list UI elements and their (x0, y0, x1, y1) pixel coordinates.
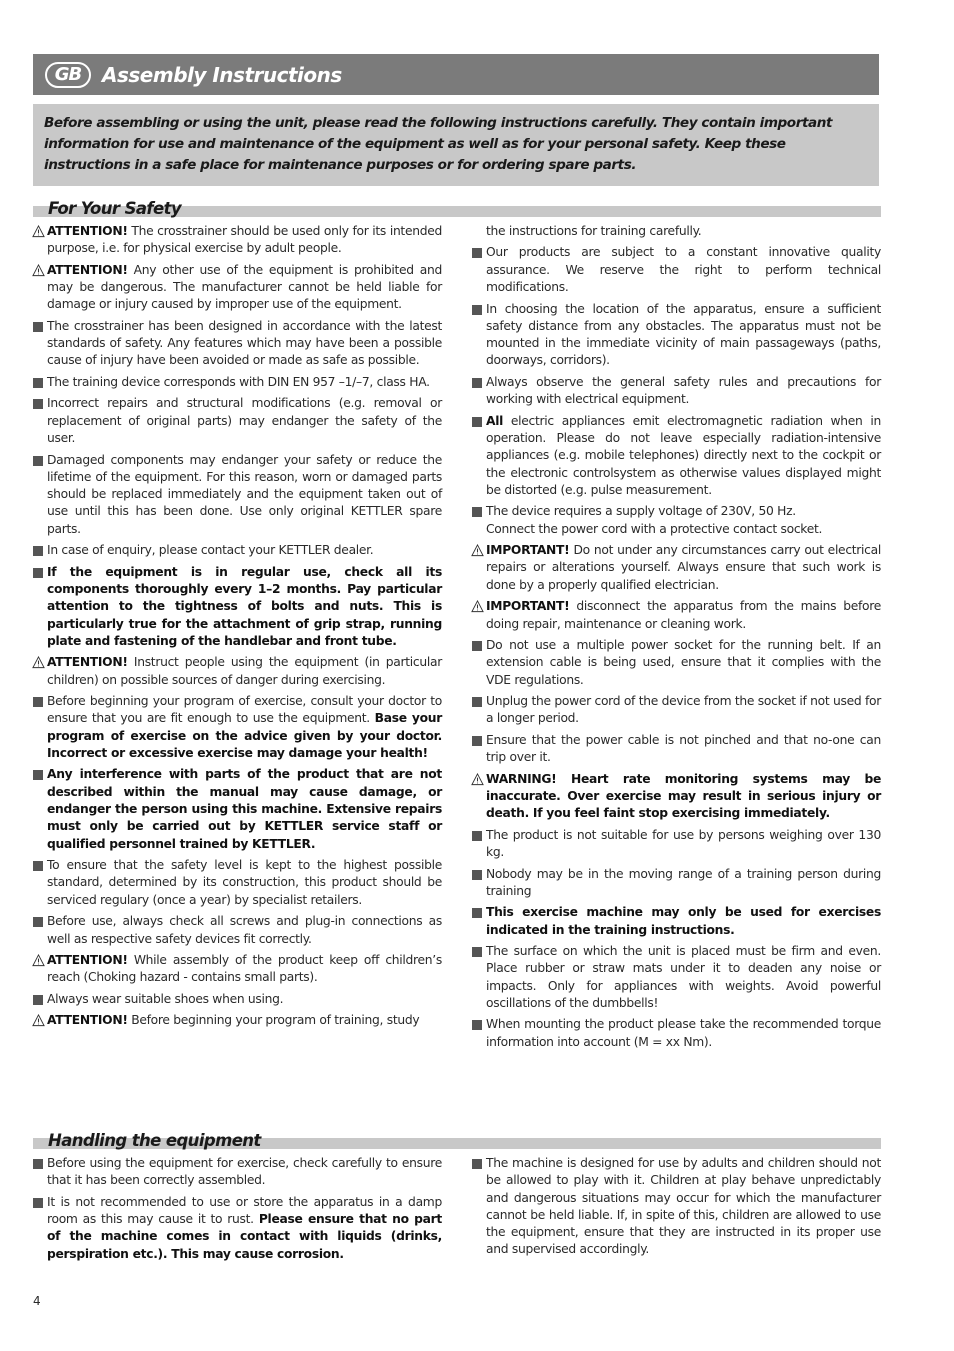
list-item (33, 374, 442, 391)
list-item (33, 542, 442, 559)
item-text: Any other use of the equipment is prohibited and may be dangerous. The manufacturer cannot be held liable for damage or injury caused by improper use of the equipment. (47, 262, 442, 312)
square-bullet-icon (33, 770, 43, 780)
item-text: In choosing the location of the apparatus, ensure a sufficient safety distance from any obstacles. The apparatus must not be mounted in the immediate vicinity of main passageways (paths, doorways, corridors). (486, 301, 881, 368)
warning-icon (32, 225, 45, 238)
item-text: While assembly of the product keep off children’s reach (Choking hazard - contains small parts). (47, 953, 442, 985)
list-item (472, 732, 881, 767)
list-item (33, 766, 442, 852)
item-bold-lead: ATTENTION! (47, 1013, 128, 1028)
list-item (33, 564, 442, 650)
square-bullet-icon (472, 417, 482, 427)
list-item (472, 827, 881, 862)
list-item (33, 395, 442, 447)
list-item (472, 693, 881, 728)
item-bold-lead: IMPORTANT! (486, 543, 570, 558)
square-bullet-icon (472, 908, 482, 918)
item-text: The crosstrainer should be used only for its intended purpose, i.e. for physical exercise by adult people. (47, 224, 442, 256)
warning-icon (471, 544, 484, 557)
item-text: Always observe the general safety rules and precautions for working with electrical equipment. (486, 374, 881, 407)
list-item (472, 413, 881, 499)
item-text: disconnect the apparatus from the mains before doing repair, maintenance or cleaning work. (486, 599, 881, 631)
warning-icon (471, 773, 484, 786)
section-heading-label: For Your Safety (48, 199, 182, 218)
item-text: Damaged components may endanger your safety or reduce the lifetime of the equipment. For this reason, worn or damaged parts should be replaced immediately and the equipment taken out of use until this has been done. Use only original KETTLER spare parts. (47, 452, 442, 536)
square-bullet-icon (33, 378, 43, 388)
square-bullet-icon (472, 736, 482, 746)
list-item (472, 598, 881, 633)
warning-icon (32, 1014, 45, 1027)
list-item (33, 913, 442, 948)
item-text: It is not recommended to use or store the apparatus in a damp room as this may cause it to rust. (47, 1194, 442, 1227)
item-text: To ensure that the safety level is kept to the highest possible standard, determined by its construction, this product should be serviced regulary (once a year) by specialist retailers. (47, 858, 442, 907)
square-bullet-icon (33, 697, 43, 707)
item-text-line2: Connect the power cord with a protective contact socket. (486, 521, 823, 536)
item-text: Before using the equipment for exercise, check carefully to ensure that it has been correctly assembled. (47, 1156, 442, 1188)
item-bold-tail: Base your program of exercise on the advice given by your doctor. Incorrect or excessive exercise may damage your health! (47, 711, 443, 760)
item-bold-text: Any interference with parts of the product that are not described within the manual may cause damage, or endanger the person using this machine. Extensive repairs must only be carried out by KETTLER service staff or qualified personnel trained by KETTLER. (47, 767, 442, 851)
item-text: The training device corresponds with DIN EN 957 –1/–7, class HA. (47, 374, 430, 389)
item-text: The product is not suitable for use by persons weighing over 130 kg. (486, 827, 881, 860)
warning-icon (32, 954, 45, 967)
item-text: Do not under any circumstances carry out electrical repairs or alterations yourself. Always ensure that such work is done by a properly qualified electrician. (486, 543, 881, 592)
section-heading-label: Handling the equipment (48, 1131, 261, 1150)
list-item (472, 244, 881, 296)
list-item (33, 654, 442, 689)
item-bold-lead: ATTENTION! (47, 655, 128, 670)
square-bullet-icon (472, 831, 482, 841)
item-bold-lead: ATTENTION! (47, 953, 128, 968)
list-item (33, 452, 442, 538)
item-bold-lead: ATTENTION! (47, 224, 128, 238)
list-item (472, 503, 881, 538)
item-text: Before use, always check all screws and plug-in connections as well as respective safety devices fit correctly. (47, 914, 442, 946)
list-item (33, 318, 442, 370)
item-bold-lead: WARNING! (486, 771, 557, 786)
item-text: Do not use a multiple power socket for the running belt. If an extension cable is being used, ensure that it complies with the VDE regulations. (486, 638, 881, 687)
list-item (33, 1155, 442, 1190)
item-text: Before beginning your program of training, study (127, 1013, 420, 1028)
list-item (472, 374, 881, 409)
list-item (472, 771, 881, 823)
square-bullet-icon (33, 568, 43, 578)
item-bold-text: If the equipment is in regular use, check all its components thoroughly every 1–2 months. Pay particular attention to the tightness of bolts and nuts. This is particularly true for the attachment of grip strap, running plate and fastening of the handlebar and front tube. (47, 564, 442, 648)
square-bullet-icon (33, 917, 43, 927)
item-bold-tail: Heart rate monitoring systems may be inaccurate. Over exercise may result in serious injury or death. If you feel faint stop exercising immediately. (486, 771, 881, 821)
list-item (472, 301, 881, 370)
item-bold-tail: Please ensure that no part of the machine comes in contact with liquids (drinks, perspiration etc.). This may cause corrosion. (47, 1212, 442, 1261)
title-bar (33, 54, 879, 95)
page-title: Assembly Instructions (102, 62, 342, 87)
square-bullet-icon (33, 399, 43, 409)
section-heading-safety (33, 195, 881, 217)
section-heading-handling (33, 1127, 881, 1149)
page-number: 4 (33, 1294, 41, 1308)
square-bullet-icon (472, 870, 482, 880)
item-bold-lead: All (486, 413, 504, 428)
square-bullet-icon (472, 1020, 482, 1030)
list-item (472, 1016, 881, 1051)
list-item (33, 1194, 442, 1263)
square-bullet-icon (472, 248, 482, 258)
item-text: When mounting the product please take the recommended torque information into account (M = xx Nm). (486, 1017, 881, 1049)
item-bold-lead: ATTENTION! (47, 262, 128, 277)
list-item (472, 943, 881, 1012)
item-text: Our products are subject to a constant innovative quality assurance. We reserve the right to perform technical modifications. (486, 245, 881, 295)
item-text: Ensure that the power cable is not pinched and that no-one can trip over it. (486, 732, 881, 765)
square-bullet-icon (472, 507, 482, 517)
list-item (472, 637, 881, 689)
item-text: The crosstrainer has been designed in accordance with the latest standards of safety. Any features which may have been a possible cause of injury have been avoided or made as safe as possible. (47, 318, 442, 368)
list-item (472, 1155, 881, 1259)
item-text: The device requires a supply voltage of 230V, 50 Hz. (486, 504, 796, 519)
list-item (33, 952, 442, 987)
warning-icon (32, 656, 45, 669)
item-text: electric appliances emit electromagnetic radiation when in operation. Please do not leave especially radiation-intensive appliances (e.g. mobile telephones) directly next to the cockpit or the electronic controlsystem as otherwise values displayed might be distorted (e.g. pulse measurement. (486, 413, 881, 497)
item-text: The surface on which the unit is placed must be firm and even. Place rubber or straw mats under it to deaden any noise or impacts. Only for appliances with weights. Avoid powerful oscillations of the dumbbells! (486, 944, 881, 1010)
list-item (33, 1012, 442, 1029)
item-text: The machine is designed for use by adults and children should not be allowed to play with it. Children at play behave unpredictably and dangerous situations may occur for which the manufacturer cannot be held liable. If, in spite of this, children are allowed to use the equipment, ensure that they are instructed in its proper use and supervised accordingly. (486, 1156, 881, 1257)
square-bullet-icon (472, 378, 482, 388)
square-bullet-icon (472, 1159, 482, 1169)
list-item (472, 904, 881, 939)
item-text: Instruct people using the equipment (in particular children) on possible sources of danger during exercising. (47, 655, 442, 687)
handling-left-column (33, 1155, 442, 1267)
square-bullet-icon (472, 305, 482, 315)
list-item (33, 857, 442, 909)
square-bullet-icon (33, 456, 43, 466)
item-text: Nobody may be in the moving range of a training person during training (486, 866, 881, 898)
safety-right-column (472, 223, 881, 1055)
item-text: Always wear suitable shoes when using. (47, 991, 284, 1006)
list-item (33, 991, 442, 1008)
item-text: Before beginning your program of exercise, consult your doctor to ensure that you are fit enough to use the equipment. (47, 694, 442, 726)
square-bullet-icon (33, 1159, 43, 1169)
warning-icon (32, 264, 45, 277)
item-text: Incorrect repairs and structural modifications (e.g. removal or replacement of original parts) may endanger the safety of the user. (47, 396, 442, 446)
item-text: Unplug the power cord of the device from the socket if not used for a longer period. (486, 694, 881, 726)
list-item (33, 693, 442, 762)
list-item (472, 542, 881, 594)
list-item (33, 223, 442, 258)
square-bullet-icon (472, 947, 482, 957)
item-bold-text: This exercise machine may only be used for exercises indicated in the training instructions. (486, 905, 881, 937)
intro-notice: Before assembling or using the unit, please read the following instructions carefully. They contain important information for use and maintenance of the equipment as well as for your personal safety. Keep these instructions in a safe place for maintenance purposes or for ordering spare parts. (33, 104, 879, 186)
square-bullet-icon (33, 1198, 43, 1208)
square-bullet-icon (472, 697, 482, 707)
warning-icon (471, 600, 484, 613)
item-bold-lead: IMPORTANT! (486, 599, 570, 614)
list-item (472, 866, 881, 901)
square-bullet-icon (33, 322, 43, 332)
language-badge: GB (45, 62, 91, 88)
square-bullet-icon (33, 861, 43, 871)
continuation-text: the instructions for training carefully. (486, 224, 702, 238)
square-bullet-icon (33, 995, 43, 1005)
handling-right-column (472, 1155, 881, 1263)
list-item (33, 262, 442, 314)
square-bullet-icon (472, 641, 482, 651)
item-text: In case of enquiry, please contact your KETTLER dealer. (47, 543, 374, 558)
safety-left-column (33, 223, 442, 1034)
square-bullet-icon (33, 546, 43, 556)
